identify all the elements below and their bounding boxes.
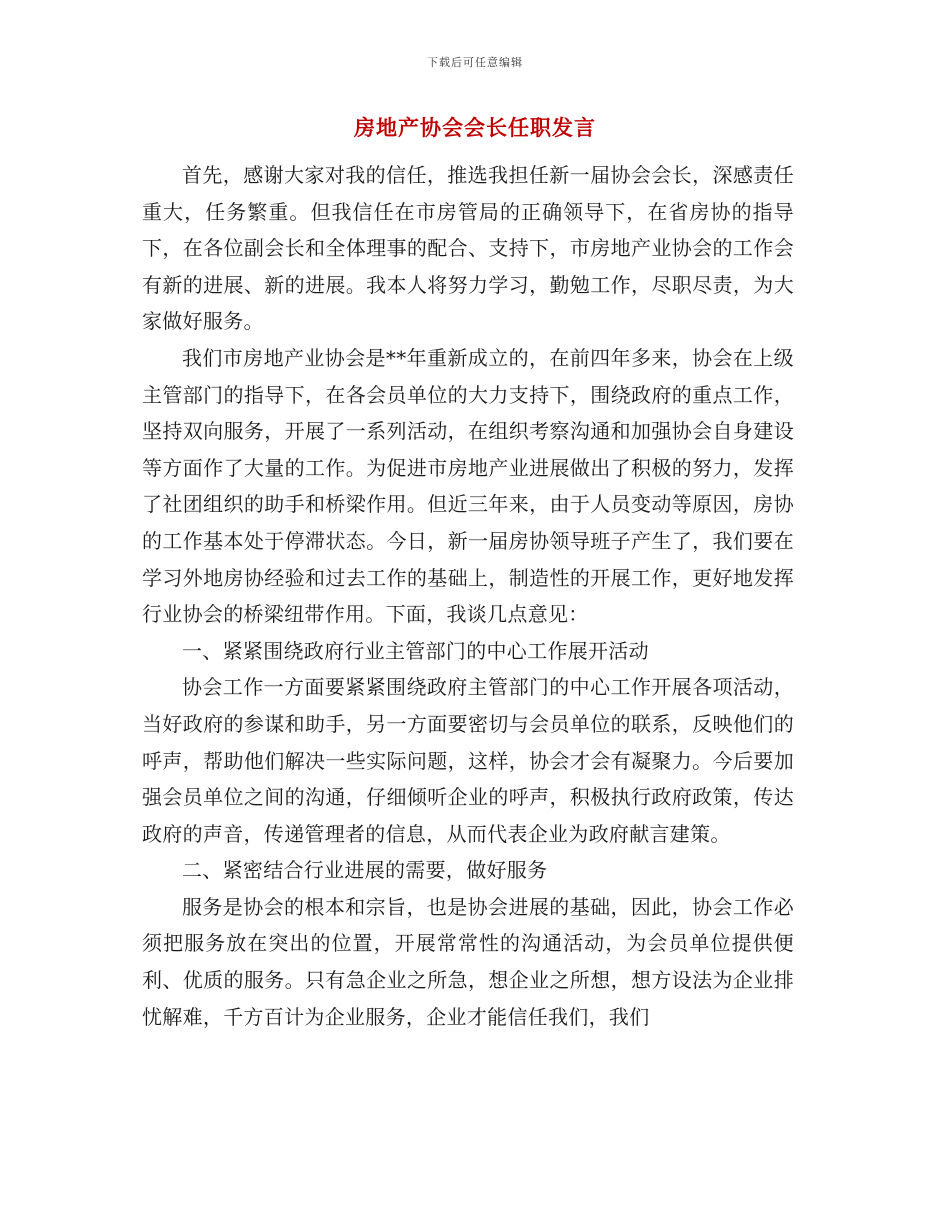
section-heading-2: 二、紧密结合行业进展的需要，做好服务	[182, 858, 548, 883]
paragraph-3: 协会工作一方面要紧紧围绕政府主管部门的中心工作开展各项活动，当好政府的参谋和助手，另一方面要密切与会员单位的联系，反映他们的呼声，帮助他们解决一些实际问题，这样，协会才会有凝聚力。今后要加强会员单位之间的沟通，仔细倾听企业的呼声，积极执行政府政策，传达政府的声音，传递管理者的信息，从而代表企业为政府献言建策。	[142, 675, 794, 846]
document-title: 房地产协会会长任职发言	[354, 115, 596, 140]
section-heading-1: 一、紧紧围绕政府行业主管部门的中心工作展开活动	[182, 638, 649, 663]
document-body	[142, 157, 794, 1035]
paragraph-2: 我们市房地产业协会是**年重新成立的，在前四年多来，协会在上级主管部门的指导下，在各会员单位的大力支持下，围绕政府的重点工作，坚持双向服务，开展了一系列活动，在组织考察沟通和加强协会自身建设等方面作了大量的工作。为促进市房地产业进展做出了积极的努力，发挥了社团组织的助手和桥梁作用。但近三年来，由于人员变动等原因，房协的工作基本处于停滞状态。今日，新一届房协领导班子产生了，我们要在学习外地房协经验和过去工作的基础上，制造性的开展工作，更好地发挥行业协会的桥梁纽带作用。下面，我谈几点意见：	[142, 345, 794, 627]
header-note: 下载后可任意编辑	[427, 56, 523, 69]
paragraph-1: 首先，感谢大家对我的信任，推选我担任新一届协会会长，深感责任重大，任务繁重。但我信任在市房管局的正确领导下，在省房协的指导下，在各位副会长和全体理事的配合、支持下，市房地产业协会的工作会有新的进展、新的进展。我本人将努力学习，勤勉工作，尽职尽责，为大家做好服务。	[142, 163, 794, 334]
paragraph-4: 服务是协会的根本和宗旨，也是协会进展的基础，因此，协会工作必须把服务放在突出的位置，开展常常性的沟通活动，为会员单位提供便利、优质的服务。只有急企业之所急，想企业之所想，想方设法为企业排忧解难，千方百计为企业服务，企业才能信任我们，我们	[142, 894, 794, 1029]
